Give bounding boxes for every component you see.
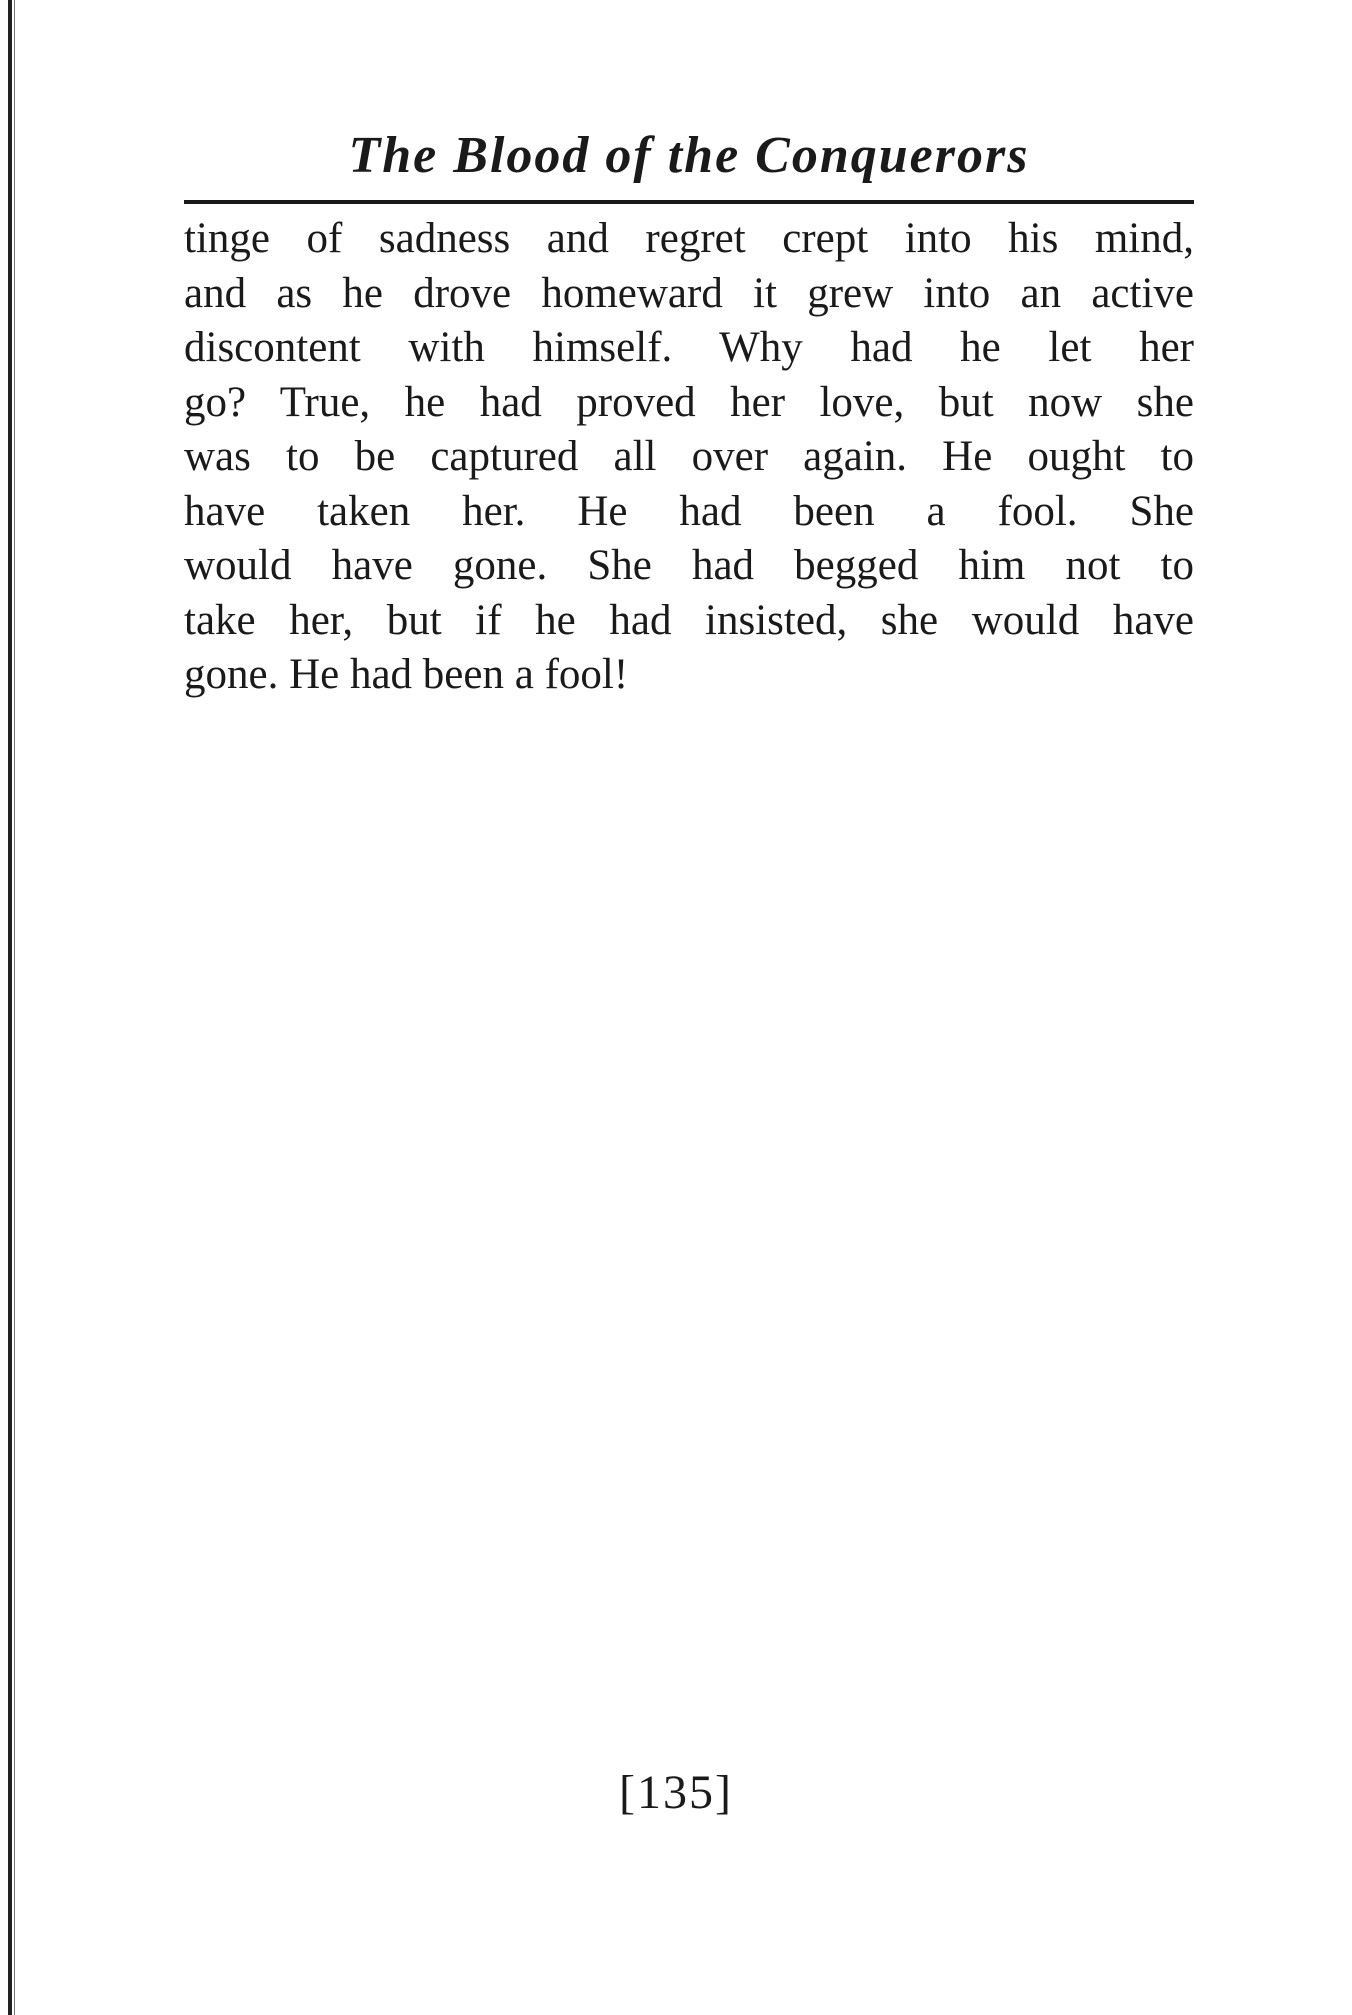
text-line: gone. He had been a fool! xyxy=(184,651,629,698)
book-page xyxy=(184,127,1194,703)
text-line: go? True, he had proved her love, but now she xyxy=(184,378,1194,426)
text-line: was to be captured all over again. He ought to xyxy=(184,433,1194,480)
binding-edge xyxy=(8,0,12,2015)
binding-edge-shadow xyxy=(14,0,15,2015)
body-paragraph xyxy=(184,212,1194,703)
text-line: and as he drove homeward it grew into an active xyxy=(184,269,1194,317)
text-line: discontent with himself. Why had he let her xyxy=(184,324,1194,371)
text-line: have taken her. He had been a fool. She xyxy=(184,487,1194,535)
text-line: would have gone. She had begged him not to xyxy=(184,542,1194,589)
text-line: tinge of sadness and regret crept into his mind, xyxy=(184,215,1194,262)
text-line: take her, but if he had insisted, she would have xyxy=(184,596,1194,644)
page-number: [135] xyxy=(619,1766,733,1819)
running-head-title: The Blood of the Conquerors xyxy=(184,130,1194,204)
